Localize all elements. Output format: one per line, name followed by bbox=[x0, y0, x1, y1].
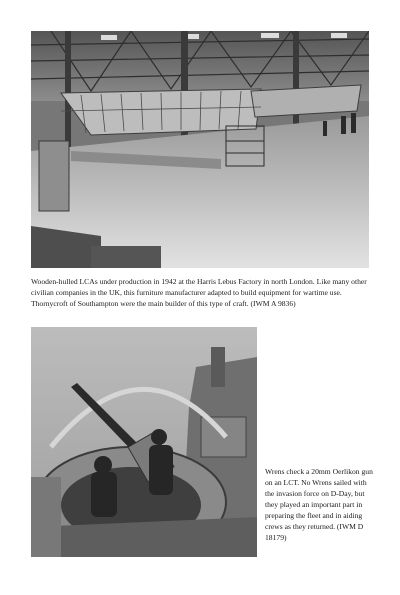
factory-photo bbox=[31, 31, 369, 268]
oerlikon-photo-caption: Wrens check a 20mm Oerlikon gun on an LCT. No Wrens sailed with the invasion force on D-Day, but they played an important part in preparing the fleet and in aiding crews as they returned. (IWM D 18179) bbox=[265, 467, 373, 542]
oerlikon-gun-photo bbox=[31, 327, 257, 557]
factory-photo-caption: Wooden-hulled LCAs under production in 1942 at the Harris Lebus Factory in north London. Like many other civilian companies in the UK, this furniture manufacturer adapted to build equipment for wartime use. Thornycroft of Southampton were the main builder of this type of craft. (IWM A 9836) bbox=[31, 277, 367, 308]
